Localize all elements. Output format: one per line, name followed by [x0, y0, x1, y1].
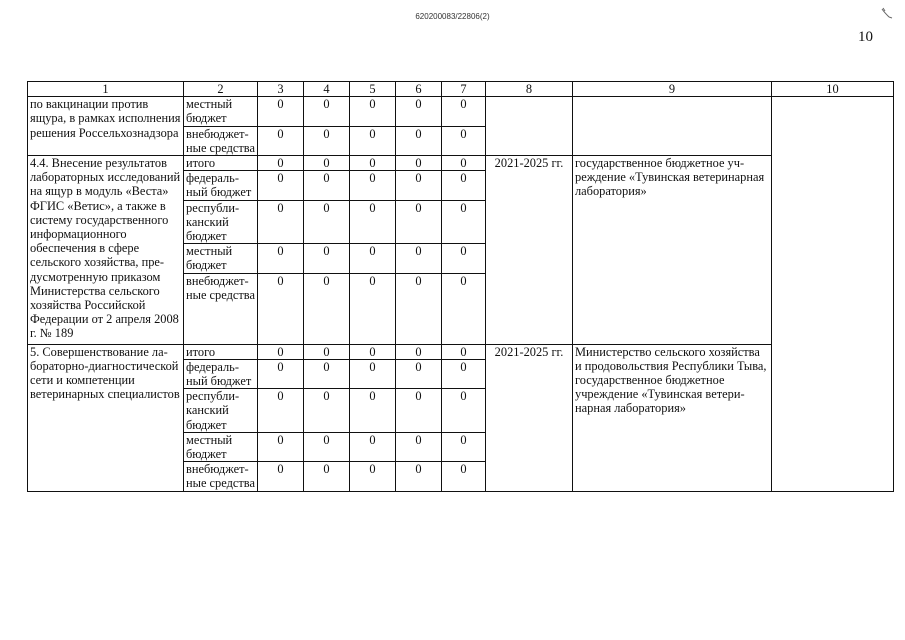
page-number: 10 [858, 29, 873, 45]
value-cell: 0 [442, 171, 486, 200]
value-cell: 0 [258, 344, 304, 359]
value-cell: 0 [396, 244, 442, 273]
activity-title: 4.4. Внесение результатов лабораторных исследований на ящур в модуль «Веста» ФГИС «Ветис», а также в систему государственного информационного обеспечения в сфере сельского хозяйства, предусмотренную приказом Министерства сельского хозяйства Российской Федерации от 2 апреля 2008 г. № 189 [28, 156, 184, 345]
funding-source-label: внебюджетные средства [184, 273, 258, 344]
period-cell [486, 97, 573, 156]
table-row [28, 97, 894, 126]
value-cell: 0 [442, 462, 486, 491]
value-cell: 0 [304, 462, 350, 491]
value-cell: 0 [304, 432, 350, 461]
value-cell: 0 [396, 344, 442, 359]
table-row [28, 344, 894, 359]
value-cell: 0 [396, 273, 442, 344]
value-cell: 0 [350, 171, 396, 200]
value-cell: 0 [304, 244, 350, 273]
column-header: 4 [304, 82, 350, 97]
column-header: 3 [258, 82, 304, 97]
value-cell: 0 [304, 344, 350, 359]
value-cell: 0 [304, 171, 350, 200]
funding-source-label: внебюджетные средства [184, 126, 258, 155]
value-cell: 0 [258, 97, 304, 126]
value-cell: 0 [304, 273, 350, 344]
budget-table [27, 81, 894, 492]
column-header: 7 [442, 82, 486, 97]
value-cell: 0 [442, 126, 486, 155]
column-header: 2 [184, 82, 258, 97]
value-cell: 0 [258, 462, 304, 491]
column-header: 5 [350, 82, 396, 97]
value-cell: 0 [396, 359, 442, 388]
value-cell: 0 [304, 389, 350, 433]
column-header: 8 [486, 82, 573, 97]
funding-source-label: местный бюджет [184, 432, 258, 461]
executor-cell: Министерство сельского хозяйства и продовольствия Республики Тыва, государственное бюджетное учреждение «Тувинская ветеринарная лаборатория» [573, 344, 772, 491]
value-cell: 0 [442, 156, 486, 171]
value-cell: 0 [258, 126, 304, 155]
value-cell: 0 [304, 126, 350, 155]
period-cell: 2021-2025 гг. [486, 156, 573, 345]
value-cell: 0 [442, 273, 486, 344]
period-cell: 2021-2025 гг. [486, 344, 573, 491]
funding-source-label: республиканский бюджет [184, 389, 258, 433]
value-cell: 0 [258, 432, 304, 461]
column-header: 9 [573, 82, 772, 97]
value-cell: 0 [350, 432, 396, 461]
funding-source-label: республиканский бюджет [184, 200, 258, 244]
value-cell: 0 [442, 200, 486, 244]
value-cell: 0 [304, 156, 350, 171]
value-cell: 0 [304, 359, 350, 388]
header-row [28, 82, 894, 97]
value-cell: 0 [396, 97, 442, 126]
value-cell: 0 [442, 244, 486, 273]
value-cell: 0 [396, 200, 442, 244]
value-cell: 0 [304, 97, 350, 126]
value-cell: 0 [350, 200, 396, 244]
value-cell: 0 [258, 171, 304, 200]
funding-source-label: федеральный бюджет [184, 359, 258, 388]
value-cell: 0 [350, 156, 396, 171]
value-cell: 0 [442, 97, 486, 126]
funding-source-label: итого [184, 156, 258, 171]
value-cell: 0 [396, 462, 442, 491]
value-cell: 0 [350, 462, 396, 491]
column-header: 10 [772, 82, 894, 97]
value-cell: 0 [258, 273, 304, 344]
executor-cell [573, 97, 772, 156]
value-cell: 0 [258, 156, 304, 171]
value-cell: 0 [350, 273, 396, 344]
funding-source-label: местный бюджет [184, 97, 258, 126]
value-cell: 0 [304, 200, 350, 244]
notes-cell [772, 97, 894, 491]
value-cell: 0 [350, 97, 396, 126]
value-cell: 0 [442, 344, 486, 359]
value-cell: 0 [396, 171, 442, 200]
funding-source-label: федеральный бюджет [184, 171, 258, 200]
value-cell: 0 [396, 126, 442, 155]
activity-title: 5. Совершенствование лабораторно-диагностической сети и компетенции ветеринарных специалистов [28, 344, 184, 491]
value-cell: 0 [350, 389, 396, 433]
value-cell: 0 [350, 344, 396, 359]
value-cell: 0 [442, 359, 486, 388]
value-cell: 0 [442, 389, 486, 433]
funding-source-label: итого [184, 344, 258, 359]
value-cell: 0 [396, 389, 442, 433]
value-cell: 0 [258, 389, 304, 433]
executor-cell: государственное бюджетное учреждение «Тувинская ветеринарная лаборатория» [573, 156, 772, 345]
value-cell: 0 [350, 359, 396, 388]
value-cell: 0 [258, 359, 304, 388]
column-header: 1 [28, 82, 184, 97]
column-header: 6 [396, 82, 442, 97]
value-cell: 0 [258, 244, 304, 273]
value-cell: 0 [396, 156, 442, 171]
funding-source-label: внебюджетные средства [184, 462, 258, 491]
table-row [28, 156, 894, 171]
value-cell: 0 [442, 432, 486, 461]
pen-mark-icon [880, 6, 894, 20]
document-registration-number: 620200083/22806(2) [415, 12, 490, 21]
value-cell: 0 [350, 126, 396, 155]
value-cell: 0 [350, 244, 396, 273]
value-cell: 0 [396, 432, 442, 461]
value-cell: 0 [258, 200, 304, 244]
activity-title: по вакцинации против ящура, в рамках исполнения решения Россельхознадзора [28, 97, 184, 156]
funding-source-label: местный бюджет [184, 244, 258, 273]
